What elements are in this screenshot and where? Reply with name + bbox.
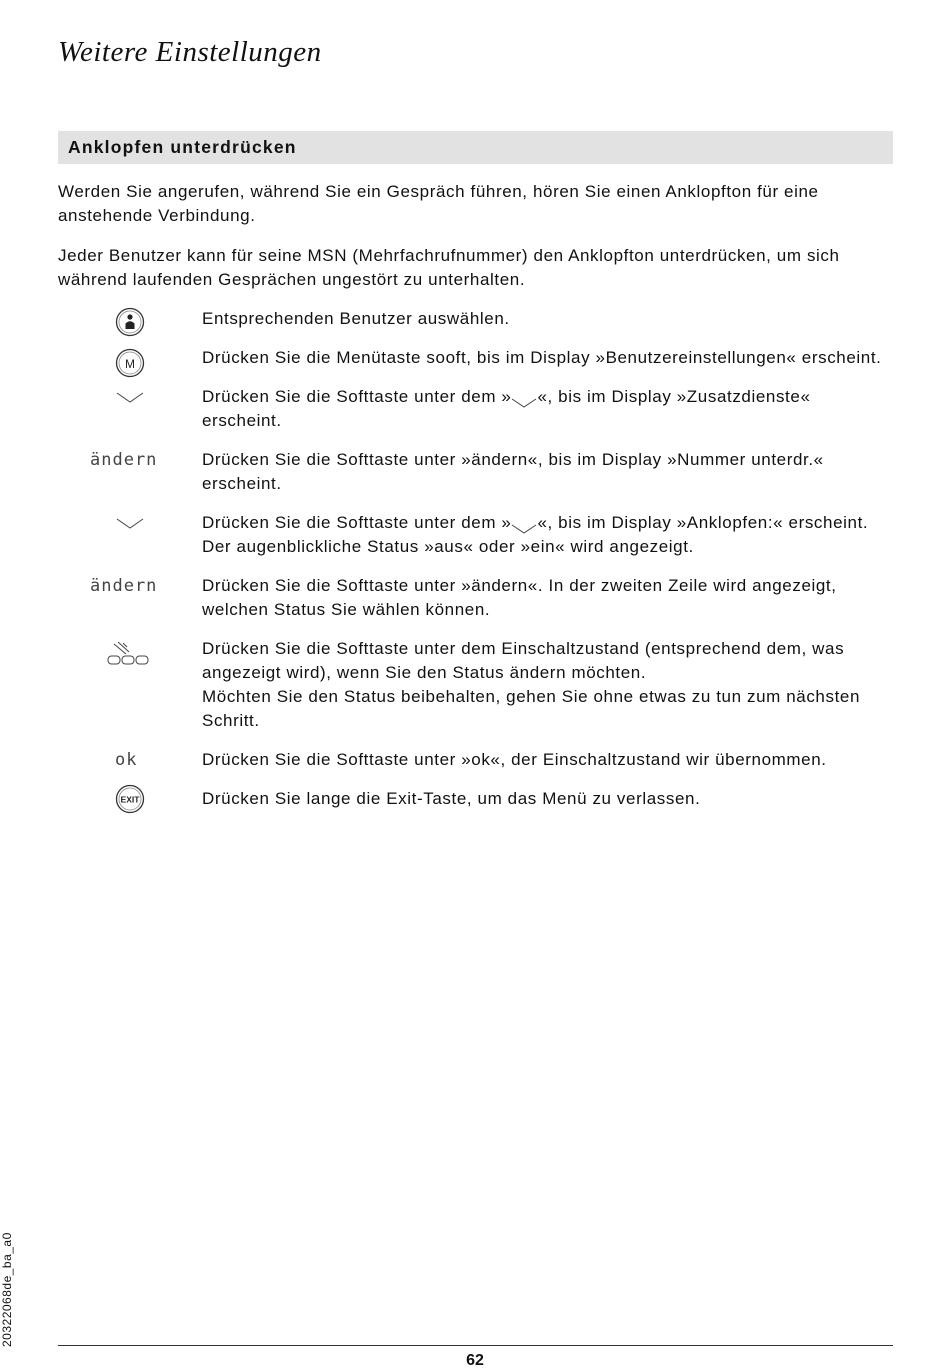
section-title: Anklopfen unterdrücken — [68, 137, 297, 157]
intro-paragraph-1: Werden Sie angerufen, während Sie ein Gespräch führen, hören Sie einen Anklopfton für eine anstehende Verbindung. — [58, 182, 819, 225]
chevron-down-icon — [116, 517, 144, 536]
step-aendern-1 — [0, 448, 950, 496]
intro-paragraph-2: Jeder Benutzer kann für seine MSN (Mehrfachrufnummer) den Anklopfton unterdrücken, um sich während laufenden Gesprächen ungestört zu unterhalten. — [58, 246, 840, 289]
chevron-down-icon — [511, 518, 537, 530]
step-text: Drücken Sie die Softtaste unter »ändern«, bis im Display »Nummer unterdr.« erscheint. — [202, 450, 824, 493]
exit-key-label: EXIT — [120, 794, 140, 805]
user-key-icon — [115, 307, 145, 342]
step-ok — [0, 748, 950, 772]
step-text: Entsprechenden Benutzer auswählen. — [202, 309, 510, 328]
menu-key-icon — [115, 348, 145, 383]
chevron-down-icon — [511, 392, 537, 404]
step-chevron-zusatzdienste — [0, 385, 950, 433]
footer-rule — [58, 1345, 893, 1346]
step-text: Drücken Sie die Softtaste unter »ändern«. In der zweiten Zeile wird angezeigt, welchen Status Sie wählen können. — [202, 576, 837, 619]
step-text: Drücken Sie die Softtaste unter dem Einschaltzustand (entsprechend dem, was angezeigt wird), wenn Sie den Status ändern möchten. Möchten Sie den Status beibehalten, gehen Sie ohne etwas zu tun zum nächsten Schritt. — [202, 639, 861, 730]
exit-key-icon — [115, 784, 145, 819]
chevron-down-icon — [116, 391, 144, 410]
softkey-press-icon — [106, 641, 152, 672]
section-heading-bar — [58, 131, 893, 164]
lcd-softkey-label: ändern — [90, 450, 158, 470]
step-list — [0, 307, 950, 826]
step-select-user — [0, 307, 950, 331]
chapter-title: Weitere Einstellungen — [58, 36, 322, 68]
step-text: Drücken Sie die Softtaste unter dem » «, bis im Display »Zusatzdienste« erscheint. — [202, 387, 811, 430]
document-id: 20322068de_ba_a0 — [0, 1232, 14, 1347]
step-menu-key — [0, 346, 950, 370]
step-text: Drücken Sie die Softtaste unter dem » «, bis im Display »Anklopfen:« erscheint. Der augenblickliche Status »aus« oder »ein« wird angezeigt. — [202, 513, 869, 556]
page-number: 62 — [466, 1352, 484, 1369]
step-aendern-2 — [0, 574, 950, 622]
menu-key-label: M — [125, 357, 135, 371]
lcd-softkey-label: ändern — [90, 576, 158, 596]
step-exit — [0, 787, 950, 811]
step-softkey-state — [0, 637, 950, 733]
step-text: Drücken Sie die Softtaste unter »ok«, der Einschaltzustand wir übernommen. — [202, 750, 827, 769]
lcd-softkey-label: ok — [115, 750, 138, 770]
step-chevron-anklopfen — [0, 511, 950, 559]
step-text: Drücken Sie lange die Exit-Taste, um das Menü zu verlassen. — [202, 789, 701, 808]
step-text: Drücken Sie die Menütaste sooft, bis im Display »Benutzereinstellungen« erscheint. — [202, 348, 882, 367]
